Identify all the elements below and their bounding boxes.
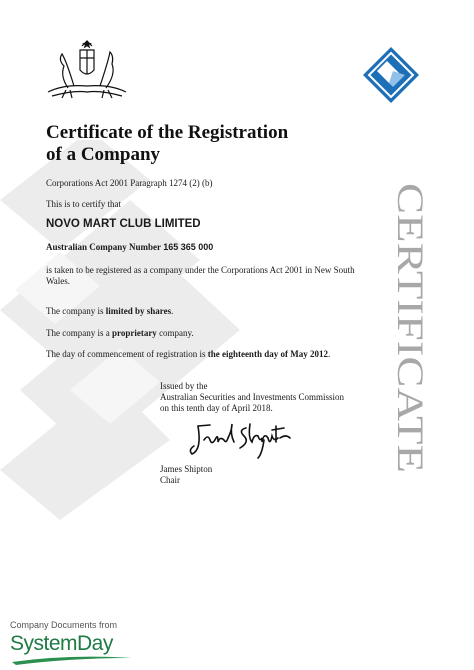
acn-label: Australian Company Number: [46, 242, 162, 252]
certify-intro: This is to certify that: [46, 199, 121, 209]
signatory-title: Chair: [160, 475, 180, 485]
commencement-suffix: .: [327, 349, 331, 359]
type-value: proprietary: [111, 328, 157, 338]
acn-value: 165 365 000: [163, 242, 214, 252]
vertical-certificate-text: [384, 182, 444, 474]
liability-prefix: The company is: [46, 306, 106, 316]
issued-line-1: Issued by the: [160, 381, 208, 391]
signature-image: [188, 420, 298, 460]
company-type-statement: [46, 328, 386, 339]
commencement-statement: [46, 349, 386, 360]
systemday-logo-text: SystemDay: [10, 632, 113, 655]
certificate-title: [46, 122, 346, 166]
signatory-name: James Shipton: [160, 464, 213, 474]
issued-line-3: on this tenth day of April 2018.: [160, 403, 273, 413]
vertical-certificate-label: CERTIFICATE: [389, 183, 430, 414]
signatory-block: [160, 464, 212, 486]
registration-line-1: is taken to be registered as a company under the Corporations Act 2001 in New South: [46, 265, 355, 275]
title-line-2: of a Company: [46, 144, 161, 165]
liability-suffix: .: [171, 306, 174, 316]
registration-statement: [46, 265, 386, 287]
issued-by-block: [160, 381, 344, 414]
issued-line-2: Australian Securities and Investments Commission: [160, 392, 344, 402]
type-suffix: company.: [156, 328, 194, 338]
swoosh-icon: [10, 652, 134, 666]
title-line-1: Certificate of the Registration: [46, 122, 289, 143]
australian-coat-of-arms-icon: [44, 40, 130, 102]
type-prefix: The company is a: [46, 328, 112, 338]
liability-value: limited by shares: [105, 306, 172, 316]
asic-logo-icon: [362, 46, 420, 104]
act-reference: Corporations Act 2001 Paragraph 1274 (2) (b): [46, 178, 213, 188]
commencement-value: the eighteenth day of May 2012: [207, 349, 328, 359]
liability-statement: [46, 306, 386, 317]
company-name: NOVO MART CLUB LIMITED: [46, 218, 201, 230]
commencement-prefix: The day of commencement of registration is: [46, 349, 208, 359]
footer-caption: Company Documents from: [10, 620, 118, 630]
acn-line: [46, 242, 386, 253]
registration-line-2: Wales.: [46, 276, 71, 286]
